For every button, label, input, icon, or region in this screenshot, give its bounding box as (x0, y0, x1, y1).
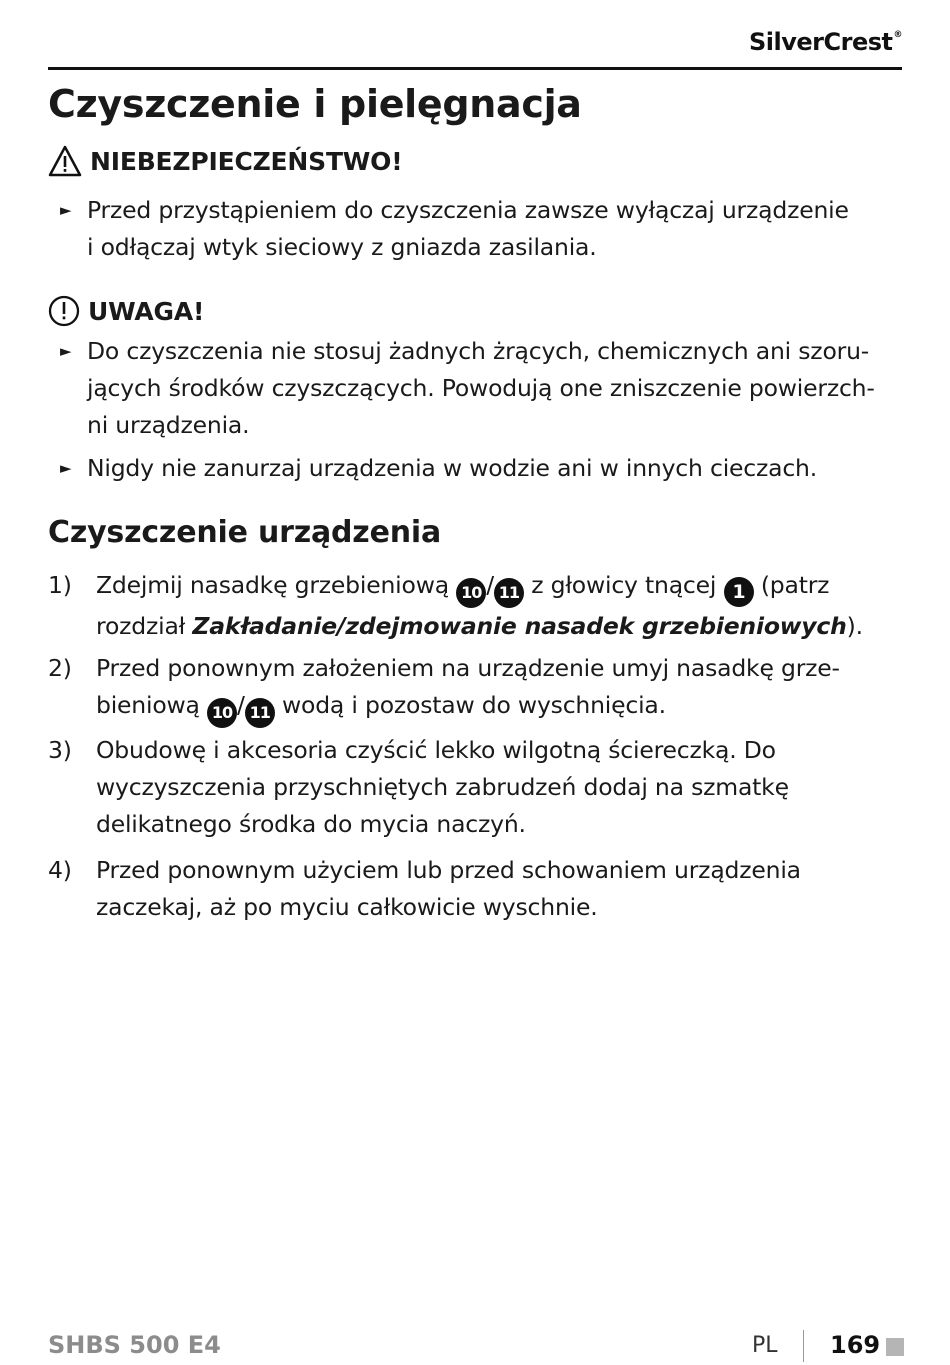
bullet-arrow-icon: ► (60, 459, 72, 477)
step-item: 2) Przed ponownym założeniem na urządzenie umyj nasadkę grze- bieniową 10 / 11 wodą i pozostaw do wyschnięcia. (48, 650, 908, 728)
section-title: Czyszczenie urządzenia (48, 515, 441, 550)
step-number: 2) (48, 654, 72, 682)
ref-number-badge: 11 (245, 698, 275, 728)
model-number: SHBS 500 E4 (48, 1331, 221, 1359)
page-number: 169 (830, 1331, 881, 1359)
ref-number-badge: 10 (456, 578, 486, 608)
language-code: PL (752, 1333, 778, 1358)
step-item: 1) Zdejmij nasadkę grzebieniową 10 / 11 z głowicy tnącej 1 (patrz rozdział Zakładanie/zdejmowanie nasadek grzebieniowych). (48, 567, 908, 645)
caution-bullet: ► Nigdy nie zanurzaj urządzenia w wodzie ani w innych cieczach. (60, 450, 890, 487)
warning-triangle-icon (48, 145, 82, 177)
step-number: 4) (48, 856, 72, 884)
step-number: 1) (48, 571, 72, 599)
caution-label: UWAGA! (88, 296, 205, 326)
danger-label: NIEBEZPIECZEŃSTWO! (90, 146, 403, 176)
footer-divider (803, 1330, 804, 1362)
bullet-arrow-icon: ► (60, 201, 72, 219)
caution-heading (48, 295, 204, 327)
exclamation-circle-icon (48, 295, 80, 327)
ref-number-badge: 1 (724, 577, 754, 607)
bullet-arrow-icon: ► (60, 342, 72, 360)
caution-bullet: ► Do czyszczenia nie stosuj żadnych żrących, chemicznych ani szoru- jących środków czyszczących. Powodują one zniszczenie powierzch- ni urządzenia. (60, 333, 890, 444)
page-title: Czyszczenie i pielęgnacja (48, 82, 582, 126)
chapter-reference: Zakładanie/zdejmowanie nasadek grzebieniowych (192, 612, 847, 640)
danger-bullet: ► Przed przystąpieniem do czyszczenia zawsze wyłączaj urządzenie i odłączaj wtyk sieciowy z gniazda zasilania. (60, 192, 890, 266)
danger-heading (48, 145, 402, 177)
step-item: 4) Przed ponownym użyciem lub przed schowaniem urządzenia zaczekaj, aż po myciu całkowicie wyschnie. (48, 852, 908, 926)
step-number: 3) (48, 736, 72, 764)
step-item: 3) Obudowę i akcesoria czyścić lekko wilgotną ściereczką. Do wyczyszczenia przyschniętych zabrudzeń dodaj na szmatkę delikatnego środka do mycia naczyń. (48, 732, 908, 843)
header-rule (48, 67, 902, 70)
brand-logo: SilverCrest® (749, 28, 902, 56)
ref-number-badge: 11 (494, 578, 524, 608)
page-marker-square (886, 1338, 904, 1356)
ref-number-badge: 10 (207, 698, 237, 728)
